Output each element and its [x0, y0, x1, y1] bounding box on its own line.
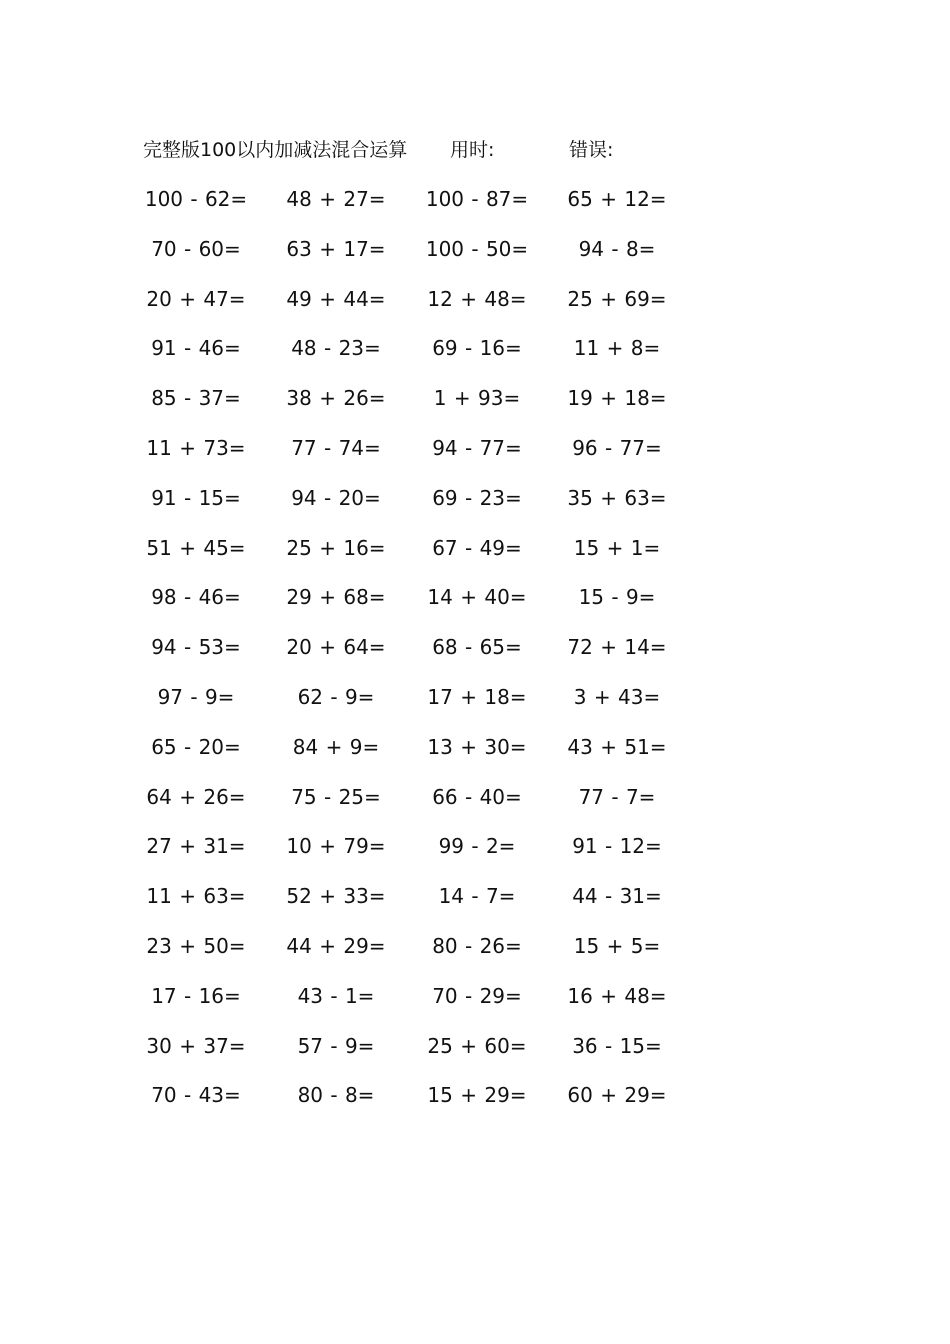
problem-row	[0, 981, 950, 1031]
math-problem: 20 + 47=	[146, 286, 246, 311]
time-label: 用时:	[450, 139, 495, 161]
problem-grid	[0, 184, 950, 1130]
math-problem: 65 - 20=	[151, 734, 241, 759]
math-problem: 100 - 62=	[144, 187, 248, 211]
math-problem: 91 - 15=	[151, 485, 241, 510]
math-problem: 14 - 7=	[438, 884, 516, 909]
problem-row	[0, 433, 950, 483]
math-problem: 57 - 9=	[297, 1033, 375, 1058]
math-problem: 49 + 44=	[286, 286, 386, 311]
problem-row	[0, 931, 950, 981]
problem-row	[0, 831, 950, 881]
math-problem: 14 + 40=	[427, 585, 527, 610]
math-problem: 70 - 43=	[151, 1083, 241, 1108]
math-problem: 1 + 93=	[433, 386, 521, 411]
math-problem: 15 + 5=	[573, 933, 661, 958]
math-problem: 66 - 40=	[432, 784, 522, 809]
problem-row	[0, 234, 950, 284]
problem-row	[0, 383, 950, 433]
math-problem: 15 - 9=	[578, 585, 656, 610]
math-problem: 30 + 37=	[146, 1033, 246, 1058]
math-problem: 35 + 63=	[567, 485, 667, 510]
math-problem: 44 + 29=	[286, 933, 386, 958]
math-problem: 27 + 31=	[146, 834, 246, 859]
math-problem: 11 + 8=	[573, 336, 661, 361]
problem-row	[0, 1080, 950, 1130]
math-problem: 25 + 69=	[567, 286, 667, 311]
math-problem: 36 - 15=	[572, 1033, 662, 1058]
math-problem: 25 + 60=	[427, 1033, 527, 1058]
math-problem: 70 - 29=	[432, 983, 522, 1008]
math-problem: 64 + 26=	[146, 784, 246, 809]
math-problem: 20 + 64=	[286, 635, 386, 660]
problem-row	[0, 483, 950, 533]
math-problem: 48 + 27=	[286, 187, 386, 211]
math-problem: 25 + 16=	[286, 535, 386, 560]
problem-row	[0, 184, 950, 234]
math-problem: 15 + 1=	[573, 535, 661, 560]
math-problem: 3 + 43=	[573, 684, 661, 709]
problem-row	[0, 632, 950, 682]
math-problem: 94 - 8=	[578, 236, 656, 261]
problem-row	[0, 1031, 950, 1081]
math-problem: 98 - 46=	[151, 585, 241, 610]
math-problem: 52 + 33=	[286, 884, 386, 909]
math-problem: 13 + 30=	[427, 734, 527, 759]
math-problem: 80 - 8=	[297, 1083, 375, 1108]
math-problem: 100 - 87=	[425, 187, 529, 211]
math-problem: 12 + 48=	[427, 286, 527, 311]
problem-row	[0, 333, 950, 383]
problem-row	[0, 682, 950, 732]
math-problem: 29 + 68=	[286, 585, 386, 610]
problem-row	[0, 533, 950, 583]
math-problem: 23 + 50=	[146, 933, 246, 958]
math-problem: 77 - 74=	[291, 435, 381, 460]
math-problem: 44 - 31=	[572, 884, 662, 909]
math-problem: 15 + 29=	[427, 1083, 527, 1108]
math-problem: 10 + 79=	[286, 834, 386, 859]
math-problem: 69 - 23=	[432, 485, 522, 510]
math-problem: 65 + 12=	[567, 187, 667, 211]
math-problem: 80 - 26=	[432, 933, 522, 958]
math-problem: 94 - 20=	[291, 485, 381, 510]
math-problem: 62 - 9=	[297, 684, 375, 709]
math-problem: 51 + 45=	[146, 535, 246, 560]
problem-row	[0, 782, 950, 832]
math-problem: 72 + 14=	[567, 635, 667, 660]
problem-row	[0, 881, 950, 931]
math-problem: 17 + 18=	[427, 684, 527, 709]
math-problem: 43 - 1=	[297, 983, 375, 1008]
problem-row	[0, 732, 950, 782]
worksheet-title: 完整版100以内加减法混合运算	[143, 139, 408, 161]
math-problem: 94 - 77=	[432, 435, 522, 460]
problem-row	[0, 582, 950, 632]
math-problem: 63 + 17=	[286, 236, 386, 261]
math-problem: 75 - 25=	[291, 784, 381, 809]
math-problem: 16 + 48=	[567, 983, 667, 1008]
math-problem: 11 + 73=	[146, 435, 246, 460]
math-problem: 85 - 37=	[151, 386, 241, 411]
math-problem: 38 + 26=	[286, 386, 386, 411]
math-problem: 69 - 16=	[432, 336, 522, 361]
math-problem: 100 - 50=	[425, 236, 529, 261]
math-problem: 43 + 51=	[567, 734, 667, 759]
math-problem: 96 - 77=	[572, 435, 662, 460]
math-problem: 17 - 16=	[151, 983, 241, 1008]
math-problem: 94 - 53=	[151, 635, 241, 660]
math-problem: 70 - 60=	[151, 236, 241, 261]
math-problem: 97 - 9=	[157, 684, 235, 709]
math-problem: 48 - 23=	[291, 336, 381, 361]
math-problem: 99 - 2=	[438, 834, 516, 859]
math-problem: 68 - 65=	[432, 635, 522, 660]
math-problem: 19 + 18=	[567, 386, 667, 411]
math-problem: 60 + 29=	[567, 1083, 667, 1108]
math-problem: 77 - 7=	[578, 784, 656, 809]
problem-row	[0, 284, 950, 334]
math-problem: 91 - 46=	[151, 336, 241, 361]
math-problem: 91 - 12=	[572, 834, 662, 859]
math-problem: 67 - 49=	[432, 535, 522, 560]
math-problem: 84 + 9=	[292, 734, 380, 759]
math-problem: 11 + 63=	[146, 884, 246, 909]
errors-label: 错误:	[569, 139, 614, 161]
